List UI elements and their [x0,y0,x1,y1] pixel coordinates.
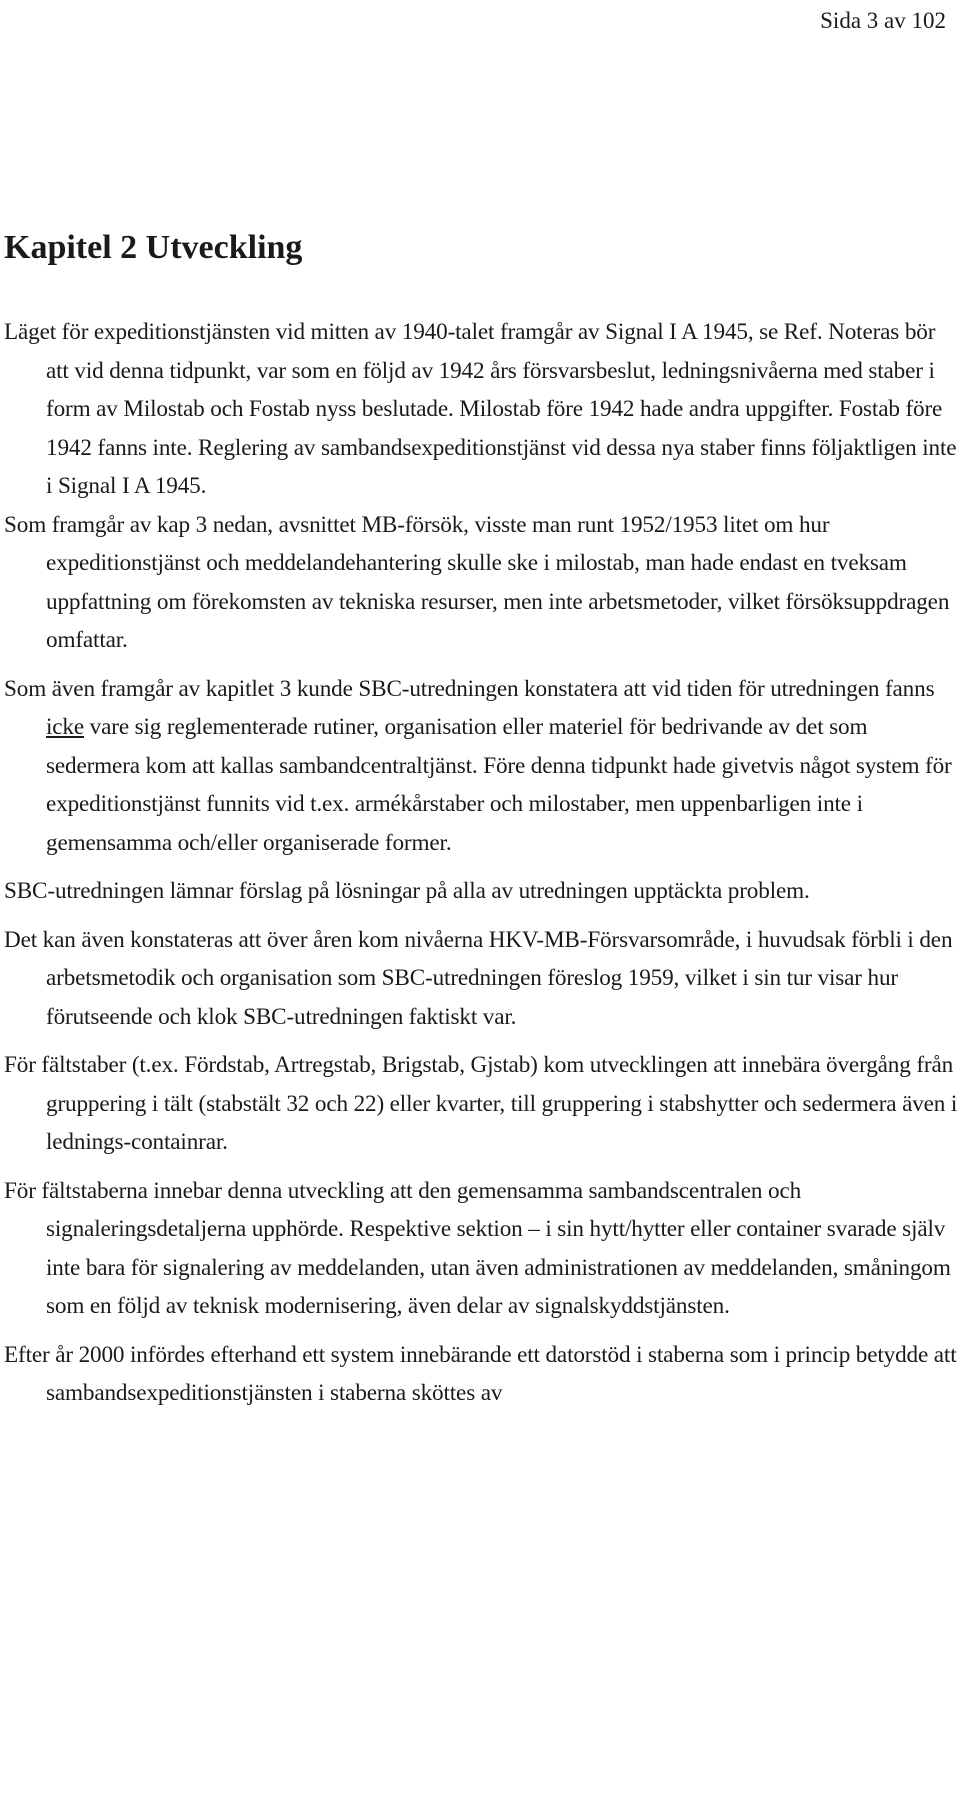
paragraph-text: vare sig reglementerade rutiner, organisation eller materiel för bedrivande av det som sedermera kom att kallas sambandcentraltjänst. Före denna tidpunkt hade givetvis något system för expeditionstjänst funnits vid t.ex. armékårstaber och milostaber, men uppenbarligen inte i gemensamma och/eller organiserade former. [46,714,952,856]
paragraph: För fältstaber (t.ex. Fördstab, Artregstab, Brigstab, Gjstab) kom utvecklingen att innebära övergång från gruppering i tält (stabstält 32 och 22) eller kvarter, till gruppering i stabshytter och sedermera även i lednings-containrar. [4,1052,958,1155]
underlined-word: icke [46,714,85,740]
chapter-title: Kapitel 2 Utveckling [4,229,303,266]
paragraph [4,670,959,863]
paragraph-text: Som även framgår av kapitlet 3 kunde SBC-utredningen konstatera att vid tiden för utredningen fanns [4,675,935,702]
paragraph: Läget för expeditionstjänsten vid mitten av 1940-talet framgår av Signal I A 1945, se Ref. Noteras bör att vid denna tidpunkt, var som en följd av 1942 års försvarsbeslut, ledningsnivåerna med staber i form av Milostab och Fostab nyss beslutade. Milostab före 1942 hade andra uppgifter. Fostab före 1942 fanns inte. Reglering av sambandsexpeditionstjänst vid dessa nya staber finns följaktligen inte i Signal I A 1945. [4,319,957,499]
paragraph: SBC-utredningen lämnar förslag på lösningar på alla av utredningen upptäckta problem. [4,878,810,904]
paragraph: För fältstaberna innebar denna utveckling att den gemensamma sambandscentralen och signaleringsdetaljerna upphörde. Respektive sektion – i sin hytt/hytter eller container svarade själv inte bara för signalering av meddelanden, utan även administrationen av meddelanden, småningom som en följd av teknisk modernisering, även delar av signalskyddstjänsten. [4,1177,951,1319]
paragraph: Efter år 2000 infördes efterhand ett system innebärande ett datorstöd i staberna som i princip betydde att sambandsexpeditionstjänsten i staberna sköttes av [4,1341,957,1406]
body-text [4,313,959,1423]
paragraph: Det kan även konstateras att över åren kom nivåerna HKV-MB-Försvarsområde, i huvudsak förbli i den arbetsmetodik och organisation som SBC-utredningen föreslog 1959, vilket i sin tur visar hur förutseende och klok SBC-utredningen faktiskt var. [4,926,953,1030]
page-number: Sida 3 av 102 [820,8,946,33]
paragraph: Som framgår av kap 3 nedan, avsnittet MB-försök, visste man runt 1952/1953 litet om hur expeditionstjänst och meddelandehantering skulle ske i milostab, man hade endast en tveksam uppfattning om förekomsten av tekniska resurser, men inte arbetsmetoder, vilket försöksuppdragen omfattar. [4,511,950,653]
